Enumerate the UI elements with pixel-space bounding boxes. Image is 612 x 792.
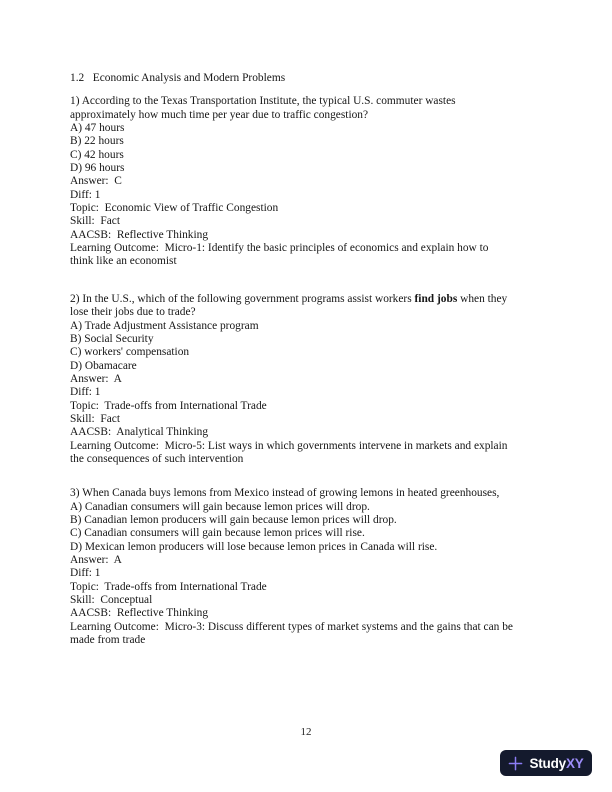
aacsb-line: AACSB: Analytical Thinking [70,426,209,439]
logo-text-xy: XY [565,755,584,771]
plus-icon [508,756,523,771]
topic-line: Topic: Trade-offs from International Trade [70,399,267,412]
choice-a: A) Canadian consumers will gain because lemon prices will drop. [70,500,370,513]
answer-line: Answer: C [70,175,122,188]
choice-b: B) 22 hours [70,135,124,148]
choice-a: A) Trade Adjustment Assistance program [70,319,259,332]
question-3 [70,487,550,647]
learning-outcome-line: made from trade [70,634,146,647]
aacsb-line: AACSB: Reflective Thinking [70,607,209,620]
diff-line: Diff: 1 [70,567,101,580]
choice-b: B) Canadian lemon producers will gain because lemon prices will drop. [70,513,397,526]
studyxy-logo[interactable] [500,750,592,776]
choice-d: D) Obamacare [70,359,137,372]
learning-outcome-line: the consequences of such intervention [70,452,244,465]
learning-outcome-line: Learning Outcome: Micro-3: Discuss different types of market systems and the gains that can be [70,620,513,633]
page-content [70,72,550,647]
question-stem-line: lose their jobs due to trade? [70,306,196,319]
question-stem-line: approximately how much time per year due to traffic congestion? [70,108,369,121]
skill-line: Skill: Fact [70,215,120,228]
choice-c: C) workers' compensation [70,346,190,359]
choice-d: D) Mexican lemon producers will lose because lemon prices in Canada will rise. [70,540,438,553]
answer-line: Answer: A [70,372,122,385]
stem-bold-text: find jobs [414,292,458,305]
choice-c: C) Canadian consumers will gain because lemon prices will rise. [70,527,365,540]
stem-text: when they [457,292,508,305]
learning-outcome-line: think like an economist [70,255,177,268]
learning-outcome-line: Learning Outcome: Micro-5: List ways in which governments intervene in markets and explain [70,439,508,452]
skill-line: Skill: Fact [70,412,120,425]
topic-line: Topic: Economic View of Traffic Congestion [70,202,279,215]
question-stem-line: 3) When Canada buys lemons from Mexico instead of growing lemons in heated greenhouses, [70,487,500,500]
question-1 [70,95,550,268]
choice-a: A) 47 hours [70,122,125,135]
learning-outcome-line: Learning Outcome: Micro-1: Identify the basic principles of economics and explain how to [70,242,489,255]
question-stem-line: 1) According to the Texas Transportation Institute, the typical U.S. commuter wastes [70,95,456,108]
choice-b: B) Social Security [70,332,154,345]
page-number: 12 [300,726,312,738]
question-stem-line [70,293,550,306]
logo-text [529,756,583,771]
diff-line: Diff: 1 [70,188,101,201]
logo-text-study: Study [529,755,566,771]
choice-c: C) 42 hours [70,148,124,161]
stem-text: 2) In the U.S., which of the following government programs assist workers [70,292,415,305]
section-title: 1.2 Economic Analysis and Modern Problems [70,72,286,84]
topic-line: Topic: Trade-offs from International Trade [70,580,267,593]
question-2 [70,293,550,466]
skill-line: Skill: Conceptual [70,594,153,607]
aacsb-line: AACSB: Reflective Thinking [70,228,209,241]
answer-line: Answer: A [70,554,122,566]
choice-d: D) 96 hours [70,162,125,175]
diff-line: Diff: 1 [70,386,101,399]
